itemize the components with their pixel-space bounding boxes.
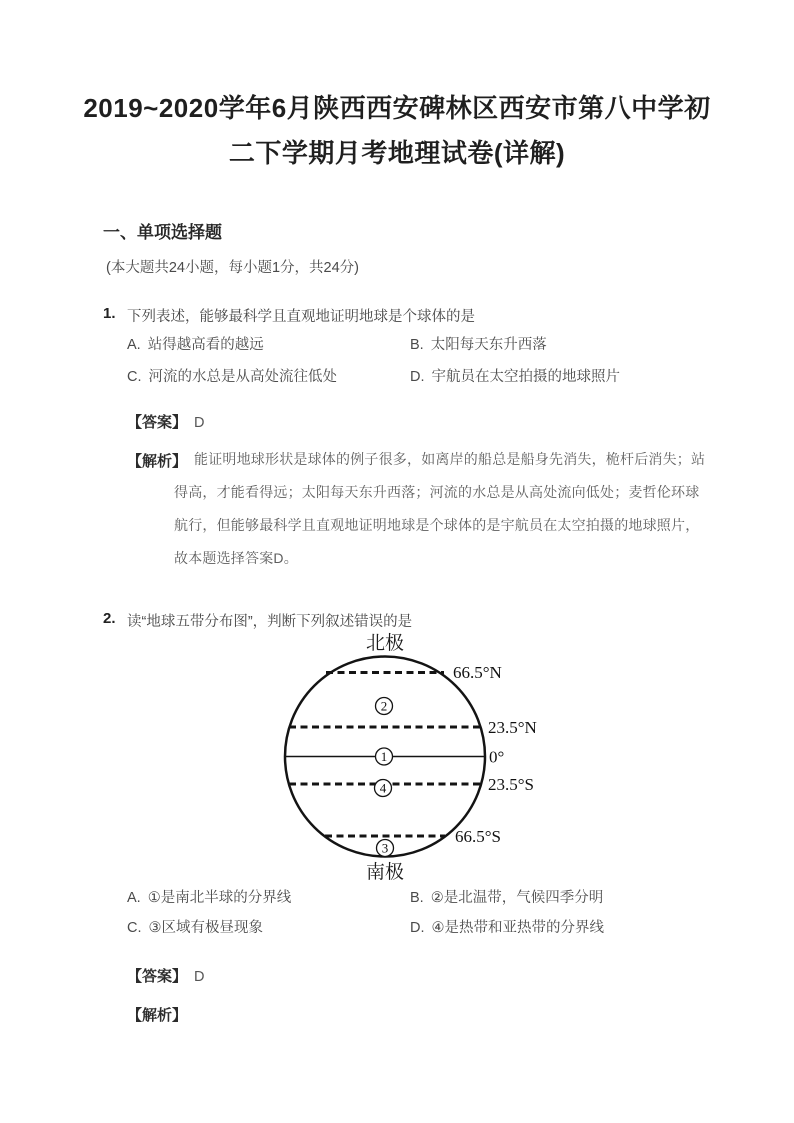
question-1-option-d (410, 365, 620, 386)
analysis-line: 得高，才能看得远；太阳每天东升西落；河流的水总是从高处流向低处；麦哲伦环球 (174, 484, 700, 500)
arctic-latitude-label: 66.5°N (453, 663, 502, 682)
analysis-label: 【解析】 (127, 1007, 188, 1024)
badge-number: 3 (381, 840, 389, 856)
question-2-option-b (410, 886, 603, 907)
question-2-option-c (127, 916, 263, 937)
earth-five-zones-diagram (270, 628, 560, 886)
document-title (0, 86, 794, 176)
analysis-label: 【解析】 (127, 453, 188, 470)
question-1-number: 1. (103, 305, 116, 322)
question-1-option-b (410, 333, 547, 354)
option-letter: D. (410, 920, 425, 936)
badge-number: 1 (380, 749, 388, 764)
option-letter: A. (127, 337, 141, 353)
option-text: ②是北温带，气候四季分明 (430, 890, 604, 906)
zone-badge-3 (377, 840, 394, 857)
option-letter: B. (410, 337, 424, 353)
option-letter: D. (410, 369, 425, 385)
answer-value: D (194, 969, 205, 985)
question-1-analysis (174, 443, 719, 575)
option-text: ④是热带和亚热带的分界线 (431, 920, 604, 936)
answer-value: D (194, 415, 205, 431)
question-2-option-a (127, 886, 291, 907)
title-line-1: 2019~2020学年6月陕西西安碑林区西安市第八中学初 (83, 93, 711, 123)
zone-badge-4 (375, 780, 392, 797)
equator-latitude-label: 0° (489, 747, 505, 767)
option-letter: C. (127, 369, 142, 385)
option-text: 太阳每天东升西落 (430, 337, 547, 353)
question-1-option-c (127, 365, 337, 386)
option-text: 宇航员在太空拍摄的地球照片 (431, 369, 620, 385)
option-text: ③区域有极昼现象 (148, 920, 263, 936)
option-text: 站得越高看的越远 (147, 337, 264, 353)
option-letter: C. (127, 920, 142, 936)
cancer-latitude-label: 23.5°N (488, 718, 537, 737)
capricorn-latitude-label: 23.5°S (488, 775, 535, 794)
zone-badge-1 (376, 748, 393, 765)
option-letter: A. (127, 890, 141, 906)
north-pole-label: 北极 (365, 633, 405, 654)
question-2-number: 2. (103, 610, 116, 627)
option-text: ①是南北半球的分界线 (147, 890, 292, 906)
section-note: (本大题共24小题，每小题1分，共24分) (106, 260, 359, 276)
title-line-2: 二下学期月考地理试卷(详解) (228, 138, 566, 168)
south-pole-label: 南极 (365, 862, 405, 883)
question-2-text: 读“地球五带分布图”，判断下列叙述错误的是 (127, 614, 413, 630)
analysis-line: 航行，但能够最科学且直观地证明地球是个球体的是宇航员在太空拍摄的地球照片， (174, 517, 700, 533)
answer-label: 【答案】 (127, 414, 188, 431)
question-1-answer-row (127, 411, 205, 432)
antarctic-latitude-label: 66.5°S (455, 827, 502, 846)
question-1-option-a (127, 333, 264, 354)
option-letter: B. (410, 890, 424, 906)
badge-number: 4 (379, 780, 387, 796)
zone-badge-2 (376, 698, 393, 715)
section-heading: 一、单项选择题 (103, 223, 222, 242)
question-2-answer-row (127, 965, 205, 986)
answer-label: 【答案】 (127, 968, 188, 985)
option-text: 河流的水总是从高处流往低处 (148, 369, 337, 385)
analysis-line: 能证明地球形状是球体的例子很多，如离岸的船总是船身先消失，桅杆后消失；站 (194, 451, 706, 467)
analysis-line: 故本题选择答案D。 (174, 550, 298, 566)
badge-number: 2 (380, 698, 388, 714)
question-1-text: 下列表述，能够最科学且直观地证明地球是个球体的是 (127, 309, 475, 325)
question-2-option-d (410, 916, 604, 937)
